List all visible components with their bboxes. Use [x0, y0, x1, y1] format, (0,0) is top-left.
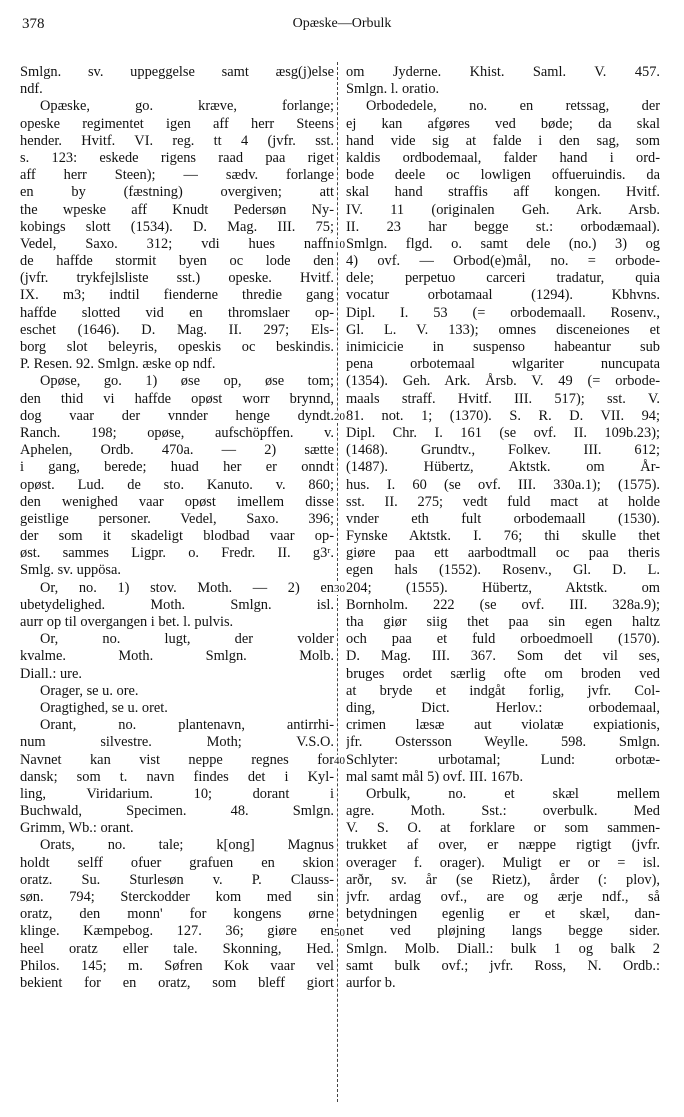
text-line: kobings slott (1534). D. Mag. III. 75;: [20, 218, 334, 235]
text-line: Opæske, go. kræve, forlange;: [40, 98, 334, 115]
text-line: V. S. O. at forklare or som sammen-: [346, 820, 660, 837]
text-line: Gl. L. V. 133); omnes disceneiones et: [346, 321, 660, 338]
text-line: søn. 794; Sterckodder kom med sin: [20, 889, 334, 905]
text-line: (1487). Hübertz, Aktstk. om År-: [346, 459, 660, 476]
text-line: agre. Moth. Sst.: overbulk. Med: [346, 803, 660, 820]
text-line: Navnet kan vist neppe regnes for: [20, 751, 334, 768]
text-line: num silvestre. Moth; V.S.O.: [20, 734, 334, 751]
text-line: ej kan afgøres ved bøde; da skal: [346, 115, 660, 132]
text-line: inimicicie in suspenso habeantur sub: [346, 339, 660, 355]
text-line: (1468). Grundtv., Folkev. III. 612;: [346, 442, 660, 459]
text-line: betydningen egenlig er et skæl, dan-: [346, 906, 660, 923]
text-line: aurr op til overgangen i bet. l. pulvis.: [20, 614, 234, 630]
text-line: (1354). Geh. Ark. Årsb. V. 49 (= orbode-: [346, 373, 660, 390]
text-line: oratz. Su. Sturlesøn v. P. Clauss-: [20, 871, 334, 888]
line-number-10: 10: [334, 239, 345, 251]
text-line: Oragtighed, se u. oret.: [40, 699, 168, 716]
text-line: the wpeske aff Knudt Pedersøn Ny-: [20, 201, 334, 218]
text-line: net ved pløjning langs begge sider.: [346, 923, 660, 940]
text-line: giøre paa ett aarbodtmall oc paa theris: [346, 545, 660, 562]
text-line: Dipl. I. 53 (= orbodemaall. Rosenv.,: [346, 304, 660, 321]
text-line: Ranch. 198; opøse, aufschöpffen. v.: [20, 424, 334, 441]
text-line: ding, Dict. Herlov.: orbodemaal,: [346, 699, 660, 716]
text-line: crimen læsæ aut violatæ expiationis,: [346, 717, 660, 734]
text-line: den wenighed vaar opøst imellem disse: [20, 493, 334, 510]
line-number-50: 50: [334, 927, 345, 939]
text-line: II. 23 har begge st.: orbodæmaal).: [346, 218, 660, 235]
text-line: hand vide sig at falde i den sag, som: [346, 132, 660, 149]
text-line: hender. Hvitf. VI. reg. tt 4 (jvfr. sst.: [20, 132, 334, 149]
text-line: Smlgn. flgd. o. samt dele (no.) 3) og: [346, 235, 660, 252]
text-line: ndf.: [20, 81, 43, 98]
text-line: ling, Viridarium. 10; dorant i: [20, 785, 334, 802]
text-line: borg slot beleyris, opeskis oc beskindis.: [20, 339, 334, 355]
text-line: och paa et fuld orboedmoell (1570).: [346, 631, 660, 648]
text-line: sst. II. 275; vedt fuld mact at holde: [346, 493, 660, 510]
text-line: vnder eth fult orbodemaall (1530).: [346, 510, 660, 527]
text-line: øst. sammes Ligpr. o. Fredr. II. g3ʳ.: [20, 545, 334, 562]
text-line: opeske regimentet igen aff herr Steens: [20, 115, 334, 132]
text-line: tha giør siig thet paa sin egen haltz: [346, 614, 660, 630]
left-column: [20, 64, 334, 992]
text-line: trukket af over, er næppe rigtigt (jvfr.: [346, 837, 660, 854]
text-line: Smlgn. l. oratio.: [346, 81, 440, 98]
text-line: der som it skadeligt blodbad vaar op-: [20, 528, 334, 545]
text-line: Buchwald, Specimen. 48. Smlgn.: [20, 803, 334, 820]
text-line: Schlyter: urbotamal; Lund: orbotæ-: [346, 751, 660, 768]
text-line: de haffde stormit byen oc lode den: [20, 253, 334, 270]
text-line: 4) ovf. — Orbod(e)mål, no. = orbode-: [346, 253, 660, 270]
text-line: dele; perpetuo carceri tradatur, quia: [346, 270, 660, 287]
text-line: IX. m3; indtil fienderne thredie gang: [20, 287, 334, 304]
right-column: [346, 64, 660, 992]
text-line: den thid vi haffde opøst worr brynnd,: [20, 390, 334, 407]
text-line: maals straff. Hvitf. III. 517); sst. V.: [346, 390, 660, 407]
text-line: jfr. Ostersson Weylle. 598. Smlgn.: [346, 734, 660, 751]
text-line: Dipl. Chr. I. 161 (se ovf. II. 109b.23);: [346, 424, 660, 441]
text-line: haffde slotted vid en thromslaer op-: [20, 304, 334, 321]
text-line: at bryde et indgåt forlig, jvfr. Col-: [346, 682, 660, 699]
text-line: aff herr Steen); — sædv. forlange: [20, 167, 334, 184]
text-line: oratz, den monn' for kongens ørne: [20, 906, 334, 923]
text-line: Smlgn. sv. uppeggelse samt æsg(j)else: [20, 64, 334, 80]
text-line: bekient for en oratz, som bleff giort: [20, 974, 334, 991]
text-line: arðr, sv. år (se Rietz), årder (: plov),: [346, 871, 660, 888]
text-line: heel oratz eller tale. Skonning, Hed.: [20, 940, 334, 957]
text-line: samt bulk ovf.; jvfr. Ross, N. Ordb.:: [346, 957, 660, 974]
text-line: Smlg. sv. uppösa.: [20, 562, 122, 579]
text-line: Orbulk, no. et skæl mellem: [366, 785, 660, 802]
text-line: vocatur orbotamaal (1294). Kbhvns.: [346, 287, 660, 304]
text-line: Or, no. lugt, der volder: [40, 631, 334, 648]
text-line: opøst. Lud. de sto. Kanuto. v. 860;: [20, 476, 334, 493]
text-line: Orats, no. tale; k[ong] Magnus: [40, 837, 334, 854]
text-line: geistlige personer. Vedel, Saxo. 396;: [20, 510, 334, 527]
text-line: Orant, no. plantenavn, antirrhi-: [40, 717, 334, 734]
text-line: om Jyderne. Khist. Saml. V. 457.: [346, 64, 660, 80]
text-line: klinge. Kæmpebog. 127. 36; giøre en: [20, 923, 334, 940]
running-head: Opæske—Orbulk: [292, 16, 392, 31]
text-line: Vedel, Saxo. 312; vdi hues naffn: [20, 235, 334, 252]
text-line: s. 123: eskede rigens raad paa riget: [20, 149, 334, 166]
text-line: dog vaar der vnnder henge dyndt.: [20, 407, 334, 424]
page-header: [22, 16, 662, 36]
text-line: 81. not. 1; (1370). S. R. D. VII. 94;: [346, 407, 660, 424]
text-line: Aphelen, Ordb. 470a. — 2) sætte: [20, 442, 334, 459]
text-line: ubetydelighed. Moth. Smlgn. isl.: [20, 596, 334, 613]
text-line: Diall.: ure.: [20, 665, 82, 682]
text-line: egen hals (1552). Rosenv., Gl. D. L.: [346, 562, 660, 579]
text-line: Fynske Aktstk. I. 76; thi skulle thet: [346, 528, 660, 545]
text-line: hus. I. 60 (se ovf. III. 330a.1); (1575).: [346, 476, 660, 493]
text-line: holdt selff ofuer grafuen en skion: [20, 854, 334, 871]
text-line: jvfr. ardag ovf., are og ærje ndf., så: [346, 889, 660, 905]
column-divider: [337, 62, 338, 1102]
text-line: dansk; som t. navn findes det i Kyl-: [20, 768, 334, 785]
text-line: bruges ordet særlig ofte om broden ved: [346, 665, 660, 682]
text-line: Philos. 145; m. Søfren Kok vaar vel: [20, 957, 334, 974]
text-line: D. Mag. III. 367. Som det vil ses,: [346, 648, 660, 665]
text-line: kaldis ordbodemaal, falder hand i ord-: [346, 149, 660, 166]
page-number: 378: [22, 16, 45, 32]
text-line: Orager, se u. ore.: [40, 682, 139, 699]
text-line: (jvfr. trykfejlsliste sst.) opeske. Hvitf.: [20, 270, 334, 287]
text-line: P. Resen. 92. Smlgn. æske op ndf.: [20, 356, 216, 373]
text-line: i gang, berede; huad her er onndt: [20, 459, 334, 476]
text-line: overager f. orager). Muligt er or = isl.: [346, 854, 660, 871]
text-line: Smlgn. Molb. Diall.: bulk 1 og balk 2: [346, 940, 660, 957]
text-line: Opøse, go. 1) øse op, øse tom;: [40, 373, 334, 390]
text-line: mal samt mål 5) ovf. III. 167b.: [346, 768, 524, 785]
text-line: Grimm, Wb.: orant.: [20, 820, 134, 837]
line-number-20: 20: [334, 411, 345, 423]
text-line: en by (fæstning) overgiven; att: [20, 184, 334, 201]
line-number-40: 40: [334, 755, 345, 767]
text-line: Bornholm. 222 (se ovf. III. 328a.9);: [346, 596, 660, 613]
text-line: eschet (1646). D. Mag. II. 297; Els-: [20, 321, 334, 338]
text-line: 204; (1555). Hübertz, Aktstk. om: [346, 579, 660, 596]
text-line: aurfor b.: [346, 974, 396, 991]
line-number-30: 30: [334, 583, 345, 595]
text-line: pena orbotemaal wlgariter nuncupata: [346, 356, 660, 373]
text-line: skal hand straffis aff kongen. Hvitf.: [346, 184, 660, 201]
text-line: bode deele oc lowligen offueruindis. da: [346, 167, 660, 184]
text-line: Or, no. 1) stov. Moth. — 2) en: [40, 579, 334, 596]
text-line: Orbodedele, no. en retssag, der: [366, 98, 660, 115]
text-line: IV. 11 (originalen Geh. Ark. Arsb.: [346, 201, 660, 218]
text-line: kvalme. Moth. Smlgn. Molb.: [20, 648, 334, 665]
